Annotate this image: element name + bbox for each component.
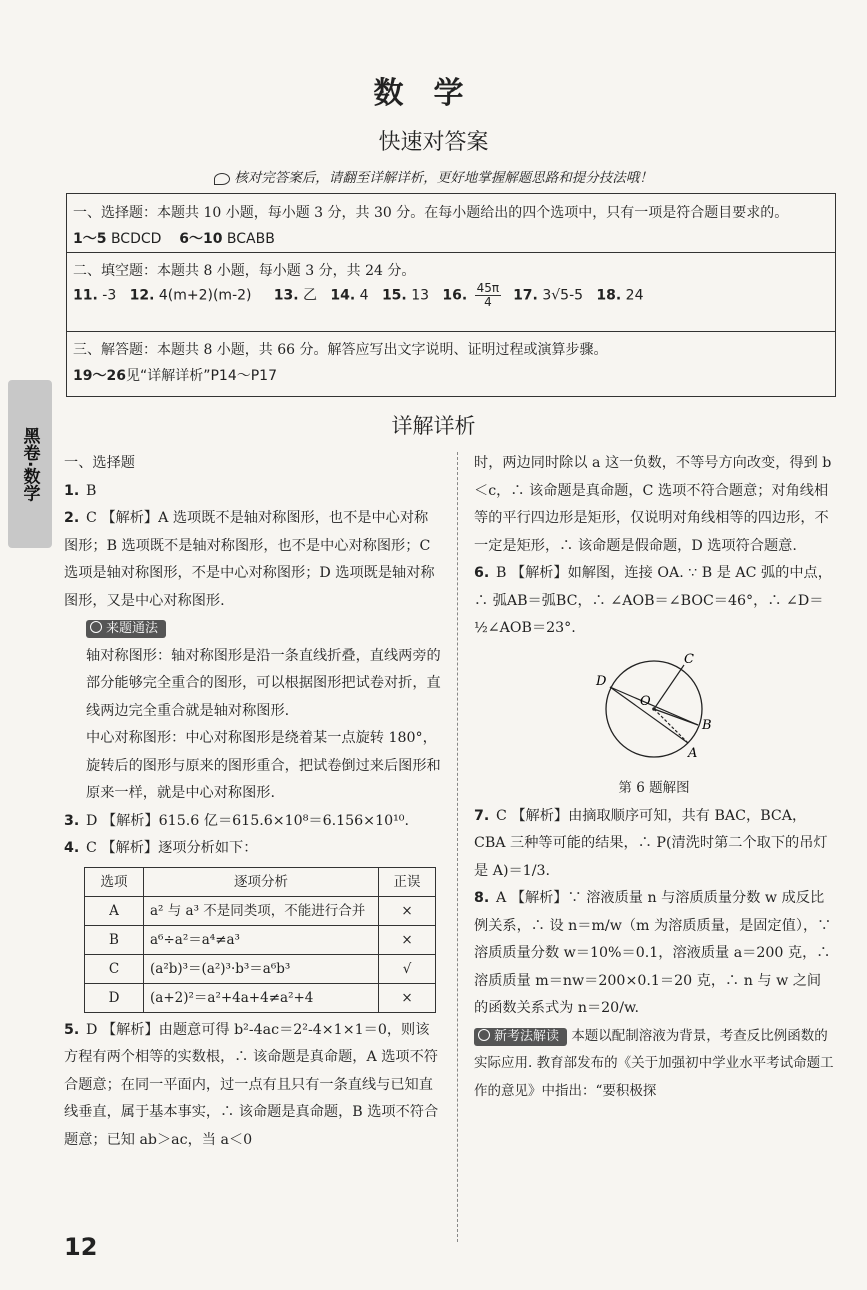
table-cell-mark: × <box>379 983 436 1012</box>
fill-desc: 二、填空题：本题共 8 小题，每小题 3 分，共 24 分。 <box>73 263 416 279</box>
label-C: C <box>684 651 694 667</box>
fill-ans-16-num: 45π <box>476 281 500 295</box>
answer-fill-section <box>67 252 835 332</box>
q4-number: 4. <box>64 840 80 856</box>
fill-ans-18: 24 <box>625 287 644 304</box>
method-badge <box>86 620 166 638</box>
solve-ref <box>67 359 835 385</box>
q3-number: 3. <box>64 812 80 829</box>
q7-number: 7. <box>474 807 490 824</box>
right-column <box>474 450 834 1105</box>
page-title: 数学 <box>373 76 494 111</box>
table-cell-option: D <box>85 983 144 1012</box>
line-OC <box>654 665 684 709</box>
new-method-badge-label: 新考法解读 <box>494 1028 560 1044</box>
label-A: A <box>688 745 698 761</box>
fill-ans-14: 4 <box>359 287 369 304</box>
bulb-icon <box>478 1029 490 1041</box>
fill-num-18: 18. <box>596 287 622 304</box>
pen-icon <box>214 173 230 185</box>
fill-num-14: 14. <box>330 287 356 304</box>
fill-num-11: 11. <box>73 287 98 304</box>
table-header-row <box>85 867 436 896</box>
q5-number: 5. <box>64 1021 80 1038</box>
solve-desc: 三、解答题：本题共 8 小题，共 66 分。解答应写出文字说明、证明过程或演算步骤。 <box>73 342 608 358</box>
figure-caption: 第 6 题解图 <box>618 780 690 796</box>
question-5-continued: 时，两边同时除以 a 这一负数，不等号方向改变，得到 b＜c，∴ 该命题是真命题，C 选项不符合题意；对角线相等的平行四边形是矩形，仅说明对角线相等的四边形，不一定是矩形，∴ 该命题是假命题，D 选项符合题意. <box>474 455 832 554</box>
choice-answers <box>67 222 835 248</box>
choice-range-1: 1～5 <box>73 231 107 247</box>
circle-diagram <box>584 651 724 769</box>
fill-ans-16-den: 4 <box>484 295 492 310</box>
fill-num-12: 12. <box>129 287 155 304</box>
table-cell-mark: √ <box>379 954 436 983</box>
choice-range-2: 6～10 <box>179 231 223 247</box>
page-subtitle: 快速对答案 <box>378 130 489 155</box>
axis-symmetry-note: 轴对称图形：轴对称图形是沿一条直线折叠，直线两旁的部分能够完全重合的图形，可以根据图形把试卷对折，直线两边完全重合就是轴对称图形. <box>86 647 441 719</box>
q3-text: D 【解析】615.6 亿＝615.6×10⁸＝6.156×10¹⁰. <box>86 812 410 829</box>
key-icon <box>90 621 102 633</box>
question-2 <box>64 505 442 615</box>
fill-num-17: 17. <box>513 287 538 304</box>
table-row <box>85 896 436 925</box>
question-8 <box>474 885 834 1023</box>
label-D: D <box>596 673 607 689</box>
method-badge-label: 来题通法 <box>106 621 159 636</box>
q1-number: 1. <box>64 482 80 499</box>
tip-line <box>0 166 867 186</box>
table-cell-option: A <box>85 896 144 925</box>
table-cell-analysis: a² 与 a³ 不是同类项，不能进行合并 <box>144 896 379 925</box>
new-method-note <box>474 1023 834 1106</box>
analysis-table <box>84 867 436 1013</box>
q1-answer: B <box>86 482 97 499</box>
line-OA <box>654 709 688 743</box>
solve-range: 19～26 <box>73 368 126 384</box>
table-row <box>85 925 436 954</box>
table-row <box>85 954 436 983</box>
q8-number: 8. <box>474 890 490 906</box>
q8-text: A 【解析】∵ 溶液质量 n 与溶质质量分数 w 成反比例关系，∴ 设 n＝m/w（m 为溶质质量，是固定值），∵ 溶质质量分数 w＝10%＝0.1，溶液质量 a＝200 克，∴ 溶质质量 m＝nw＝200×0.1＝20 克，∴ n 与 w 之间的函数关系式为 n＝20/w. <box>474 890 832 1016</box>
detail-title: 详解详析 <box>391 414 476 438</box>
q4-text: C 【解析】逐项分析如下： <box>86 840 258 856</box>
label-B: B <box>702 717 712 733</box>
center-point <box>652 707 656 711</box>
solve-ref-text: 见“详解详析”P14～P17 <box>125 368 277 384</box>
fill-num-16: 16. <box>442 287 468 304</box>
choice-desc: 一、选择题：本题共 10 小题，每小题 3 分，共 30 分。在每小题给出的四个选项中，只有一项是符合题目要求的。 <box>73 205 789 221</box>
fill-ans-15: 13 <box>411 287 430 304</box>
side-tab <box>8 380 52 548</box>
q2-text: C 【解析】A 选项既不是轴对称图形，也不是中心对称图形；B 选项既不是轴对称图形，也不是中心对称图形；C 选项是轴对称图形，不是中心对称图形；D 选项既是轴对称图形，又是中心对称图形. <box>64 510 435 609</box>
fill-ans-16 <box>475 282 502 309</box>
question-5 <box>64 1017 442 1155</box>
choice-answers-1: BCDCD <box>110 231 162 247</box>
q7-text: C 【解析】由摘取顺序可知，共有 BAC，BCA，CBA 三种等可能的结果，∴ P(清洗时第二个取下的吊灯是 A)＝1/3. <box>474 807 828 879</box>
fill-ans-13: 乙 <box>303 287 318 304</box>
fill-num-13: 13. <box>273 287 299 304</box>
table-cell-analysis: (a²b)³＝(a²)³·b³＝a⁶b³ <box>144 954 379 983</box>
q2-number: 2. <box>64 510 80 526</box>
table-cell-mark: × <box>379 896 436 925</box>
table-header: 选项 <box>85 867 144 896</box>
table-cell-mark: × <box>379 925 436 954</box>
choice-answers-2: BCABB <box>226 231 275 247</box>
answer-solve-section <box>67 331 835 396</box>
q6-number: 6. <box>474 565 490 581</box>
question-6 <box>474 560 834 643</box>
table-cell-option: C <box>85 954 144 983</box>
fill-ans-11: -3 <box>102 287 117 304</box>
table-header: 逐项分析 <box>144 867 379 896</box>
question-3 <box>64 808 442 836</box>
table-cell-analysis: (a+2)²＝a²+4a+4≠a²+4 <box>144 983 379 1012</box>
table-cell-option: B <box>85 925 144 954</box>
fill-num-15: 15. <box>381 287 407 304</box>
method-badge-row <box>86 615 442 643</box>
answer-box <box>66 193 836 397</box>
side-tab-label: 黑卷·数学 <box>19 426 40 502</box>
center-symmetry-note: 中心对称图形：中心对称图形是绕着某一点旋转 180°，旋转后的图形与原来的图形重合，把试卷倒过来后图形和原来一样，就是中心对称图形. <box>86 730 441 801</box>
q5-text: D 【解析】由题意可得 b²-4ac＝2²-4×1×1＝0，则该方程有两个相等的实数根，∴ 该命题是真命题，A 选项不符合题意；在同一平面内，过一点有且只有一条直线与已知直线垂直，属于基本事实，∴ 该命题是真命题，B 选项不符合题意；已知 ab＞ac，当 a＜0 <box>64 1021 439 1148</box>
label-O: O <box>640 693 651 709</box>
table-cell-analysis: a⁶÷a²＝a⁴≠a³ <box>144 925 379 954</box>
table-header: 正误 <box>379 867 436 896</box>
circle-figure <box>584 651 834 780</box>
question-4 <box>64 835 442 863</box>
table-row <box>85 983 436 1012</box>
left-column <box>64 450 442 1154</box>
fill-ans-17: 3√5-5 <box>542 287 584 304</box>
question-7 <box>474 803 834 886</box>
question-1 <box>64 478 442 506</box>
new-method-text: 本题以配制溶液为背景，考查反比例函数的实际应用. 教育部发布的《关于加强初中学业水平考试命题工作的意见》中指出：“要积极探 <box>474 1027 834 1099</box>
column-divider <box>457 452 458 1242</box>
new-method-badge <box>474 1028 567 1046</box>
fill-answers <box>67 280 835 309</box>
fill-ans-12: 4(m+2)(m-2) <box>158 287 252 304</box>
page-number: 12 <box>64 1233 98 1261</box>
tip-text: 核对完答案后，请翻至详解详析，更好地掌握解题思路和提分技法哦！ <box>234 170 653 186</box>
section-heading: 一、选择题 <box>64 455 135 471</box>
answer-choice-section <box>67 194 835 253</box>
q6-text: B 【解析】如解图，连接 OA. ∵ B 是 AC 弧的中点，∴ 弧AB＝弧BC，∴ ∠AOB＝∠BOC＝46°，∴ ∠D＝½∠AOB＝23°. <box>474 565 832 636</box>
